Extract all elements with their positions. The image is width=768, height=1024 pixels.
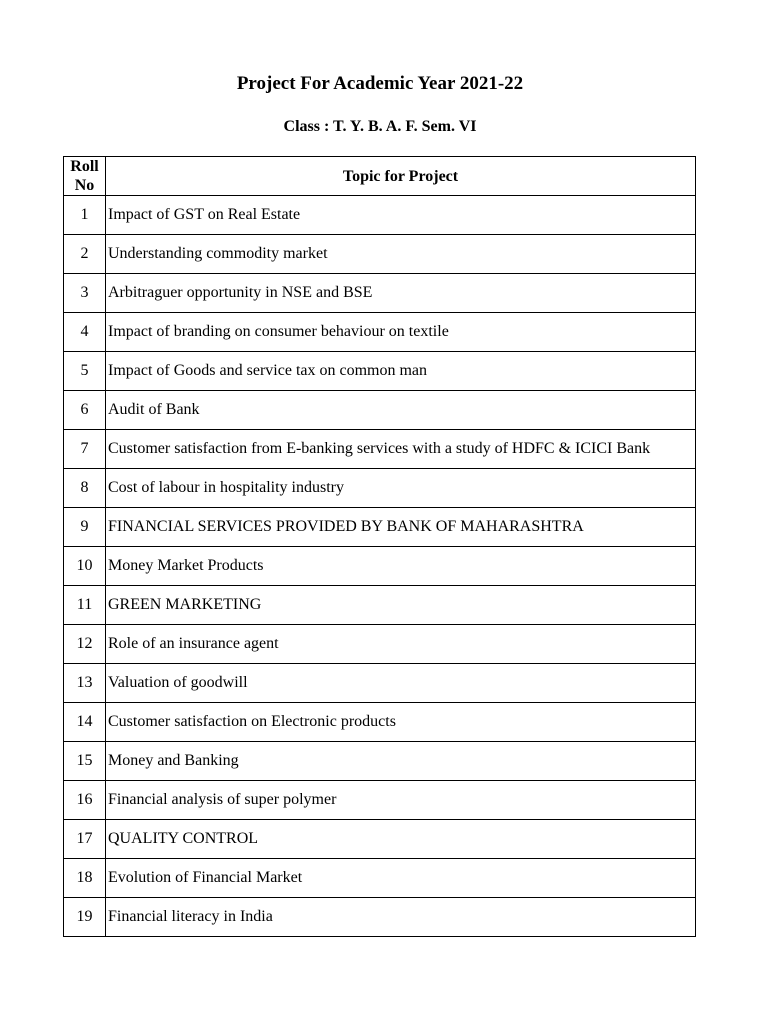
project-topic-cell: Customer satisfaction from E-banking services with a study of HDFC & ICICI Bank (106, 430, 696, 469)
project-topic-cell: Impact of GST on Real Estate (106, 196, 696, 235)
table-body (64, 196, 696, 937)
table-row (64, 391, 696, 430)
project-topic-cell: Impact of Goods and service tax on common man (106, 352, 696, 391)
roll-no-header-line1: Roll (70, 158, 99, 175)
project-topic-cell: Financial analysis of super polymer (106, 781, 696, 820)
roll-number-cell: 15 (64, 742, 106, 781)
roll-number-cell: 6 (64, 391, 106, 430)
roll-number-cell: 10 (64, 547, 106, 586)
project-topic-cell: Understanding commodity market (106, 235, 696, 274)
roll-number-cell: 3 (64, 274, 106, 313)
table-row (64, 703, 696, 742)
table-row (64, 742, 696, 781)
project-topic-cell: Money and Banking (106, 742, 696, 781)
project-topic-cell: Customer satisfaction on Electronic products (106, 703, 696, 742)
roll-number-cell: 13 (64, 664, 106, 703)
project-topic-cell: Impact of branding on consumer behaviour on textile (106, 313, 696, 352)
project-topic-cell: Role of an insurance agent (106, 625, 696, 664)
project-topic-cell: Evolution of Financial Market (106, 859, 696, 898)
roll-number-cell: 17 (64, 820, 106, 859)
table-header-row (64, 157, 696, 196)
roll-number-cell: 5 (64, 352, 106, 391)
topic-header: Topic for Project (106, 157, 696, 196)
roll-number-cell: 11 (64, 586, 106, 625)
table-row (64, 586, 696, 625)
table-row (64, 547, 696, 586)
table-row (64, 664, 696, 703)
table-row (64, 898, 696, 937)
table-row (64, 469, 696, 508)
roll-number-cell: 2 (64, 235, 106, 274)
table-row (64, 781, 696, 820)
roll-no-header-line2: No (74, 177, 95, 194)
project-topic-cell: GREEN MARKETING (106, 586, 696, 625)
class-subtitle: Class : T. Y. B. A. F. Sem. VI (283, 118, 477, 135)
roll-number-cell: 9 (64, 508, 106, 547)
table-row (64, 196, 696, 235)
project-topic-cell: Cost of labour in hospitality industry (106, 469, 696, 508)
project-topic-cell: Valuation of goodwill (106, 664, 696, 703)
table-row (64, 859, 696, 898)
roll-no-header (64, 157, 106, 196)
project-topic-cell: Financial literacy in India (106, 898, 696, 937)
document-title: Project For Academic Year 2021-22 (236, 73, 524, 94)
project-topic-cell: Arbitraguer opportunity in NSE and BSE (106, 274, 696, 313)
project-topics-table (63, 156, 696, 937)
table-row (64, 508, 696, 547)
table-row (64, 625, 696, 664)
project-topic-cell: Money Market Products (106, 547, 696, 586)
table-row (64, 430, 696, 469)
roll-number-cell: 16 (64, 781, 106, 820)
table-row (64, 820, 696, 859)
roll-number-cell: 1 (64, 196, 106, 235)
roll-number-cell: 12 (64, 625, 106, 664)
project-topic-cell: FINANCIAL SERVICES PROVIDED BY BANK OF MAHARASHTRA (106, 508, 696, 547)
table-row (64, 352, 696, 391)
roll-number-cell: 19 (64, 898, 106, 937)
table-row (64, 274, 696, 313)
project-topic-cell: Audit of Bank (106, 391, 696, 430)
roll-number-cell: 7 (64, 430, 106, 469)
roll-number-cell: 18 (64, 859, 106, 898)
roll-number-cell: 4 (64, 313, 106, 352)
roll-number-cell: 14 (64, 703, 106, 742)
table-row (64, 235, 696, 274)
table-row (64, 313, 696, 352)
project-topic-cell: QUALITY CONTROL (106, 820, 696, 859)
roll-number-cell: 8 (64, 469, 106, 508)
